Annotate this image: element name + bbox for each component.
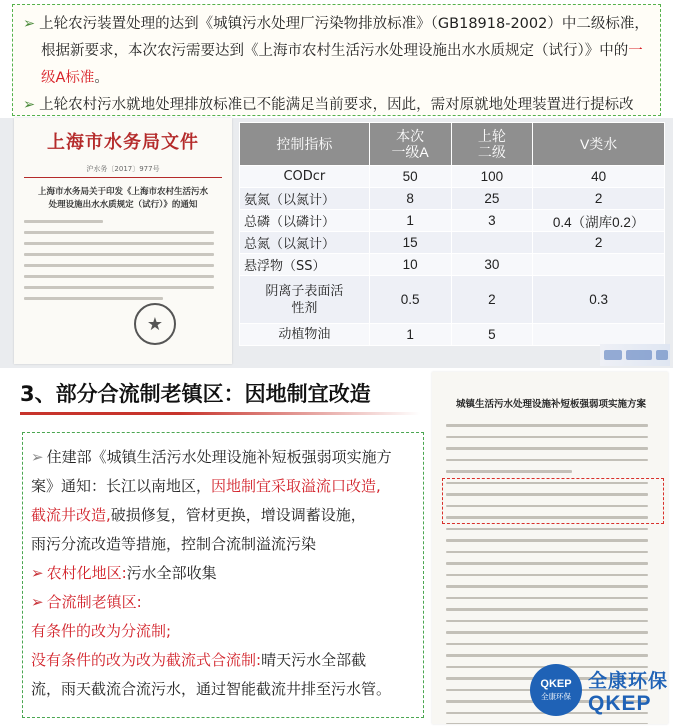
table-cell-value: 30 — [451, 254, 533, 276]
table-cell-value: 2 — [533, 232, 665, 254]
table-cell-name: 动植物油 — [240, 324, 370, 346]
note-paragraph-1-cont — [23, 38, 652, 65]
table-cell-value: 1 — [369, 210, 451, 232]
table-cell-value: 10 — [369, 254, 451, 276]
table-cell-value — [533, 254, 665, 276]
table-row — [240, 276, 665, 324]
table-row — [240, 210, 665, 232]
table-header-cell: 本次 一级A — [369, 123, 451, 166]
document-heading-line-1: 上海市水务局关于印发《上海市农村生活污水 — [37, 187, 208, 197]
arrow-bullet-icon: ➢ — [31, 564, 44, 582]
top-note-box — [12, 4, 661, 116]
arrow-bullet-icon: ➢ — [23, 16, 36, 32]
document-number: 沪水务〔2017〕977号 — [86, 165, 160, 173]
table-cell-value: 5 — [451, 324, 533, 346]
note-highlight: 一 — [628, 43, 643, 59]
arrow-bullet-icon: ➢ — [31, 593, 44, 611]
document-body-text — [24, 220, 222, 300]
official-seal-icon: ★ — [134, 303, 176, 345]
bullet-line: 有条件的改为分流制; — [31, 622, 172, 640]
table-header-row — [240, 123, 665, 166]
water-bureau-document — [14, 118, 232, 364]
highlight-dashed-box — [442, 478, 664, 524]
note-text: 上轮农村污水就地处理排放标准已不能满足当前要求，因此，需对原就地处理装置进行提标改 — [39, 97, 634, 113]
table-header-cell: 控制指标 — [240, 123, 370, 166]
logo-english-name: QKEP — [588, 692, 652, 715]
table-cell-value: 2 — [451, 276, 533, 324]
section-3-divider — [20, 412, 420, 415]
table-header-cell: V类水 — [533, 123, 665, 166]
table-cell-value: 0.3 — [533, 276, 665, 324]
table-row — [240, 254, 665, 276]
table-cell-value — [451, 232, 533, 254]
section-3-content-box — [22, 432, 424, 718]
table-cell-value: 40 — [533, 166, 665, 188]
bullet-line: ➢ 农村化地区:污水全部收集 — [31, 564, 217, 582]
document-red-rule — [24, 177, 222, 178]
table-cell-name: 阴离子表面活 性剂 — [240, 276, 370, 324]
document-heading-line-2: 处理设施出水水质规定（试行）》的通知 — [48, 200, 198, 210]
table-cell-name: 总磷（以磷计） — [240, 210, 370, 232]
table-cell-value: 0.4（湖库0.2） — [533, 210, 665, 232]
note-text: 根据新要求，本次农污需要达到《上海市农村生活污水处理设施出水水质规定（试行）》中的 — [41, 43, 629, 59]
table-cell-name: 氨氮（以氮计） — [240, 188, 370, 210]
bullet-line: 没有条件的改为改为截流式合流制:晴天污水全部截 — [31, 651, 367, 669]
bullet-line: 案》通知：长江以南地区，因地制宜采取溢流口改造, — [31, 477, 381, 495]
table-cell-value — [533, 324, 665, 346]
table-row — [240, 188, 665, 210]
arrow-bullet-icon: ➢ — [31, 448, 44, 466]
section-3-title: 3、部分合流制老镇区：因地制宜改造 — [20, 382, 371, 406]
table-cell-value: 1 — [369, 324, 451, 346]
document-title: 城镇生活污水处理设施补短板强弱项实施方案 — [455, 399, 646, 410]
bullet-line: 流，雨天截流合流污水，通过智能截流井排至污水管。 — [31, 680, 392, 698]
qkep-logo-badge: QKEP 全康环保 — [530, 664, 582, 716]
arrow-bullet-icon: ➢ — [23, 97, 36, 113]
table-row — [240, 166, 665, 188]
bullet-line: 截流井改造,破损修复，管材更换，增设调蓄设施， — [31, 506, 366, 524]
table-cell-value: 8 — [369, 188, 451, 210]
logo-chinese-name: 全康环保 — [588, 670, 669, 692]
table-cell-value: 100 — [451, 166, 533, 188]
note-text: 上轮农污装置处理的达到《城镇污水处理厂污染物排放标准》（GB18918-2002）中二级标准， — [39, 16, 649, 32]
table-row — [240, 324, 665, 346]
note-text: 。 — [94, 70, 109, 86]
table-header-cell: 上轮 二级 — [451, 123, 533, 166]
note-paragraph-1 — [23, 11, 652, 38]
table-cell-value: 2 — [533, 188, 665, 210]
table-cell-value: 50 — [369, 166, 451, 188]
note-highlight: 级A标准 — [41, 70, 95, 86]
table-cell-name: CODcr — [240, 166, 370, 188]
section-3-slide — [6, 372, 426, 724]
note-paragraph-1-end — [23, 65, 652, 92]
table-row — [240, 232, 665, 254]
document-title: 上海市水务局文件 — [47, 132, 199, 153]
table-cell-name: 总氮（以氮计） — [240, 232, 370, 254]
table-cell-value: 25 — [451, 188, 533, 210]
control-index-table — [239, 122, 665, 346]
table-cell-name: 悬浮物（SS） — [240, 254, 370, 276]
qkep-logo — [530, 662, 670, 724]
background-slide-strip — [600, 344, 670, 366]
table-cell-value: 15 — [369, 232, 451, 254]
table-cell-value: 3 — [451, 210, 533, 232]
bullet-line: ➢ 合流制老镇区: — [31, 593, 142, 611]
table-cell-value: 0.5 — [369, 276, 451, 324]
bullet-line: 雨污分流改造等措施，控制合流制溢流污染 — [31, 535, 317, 553]
bullet-line: ➢ 住建部《城镇生活污水处理设施补短板强弱项实施方 — [31, 448, 392, 466]
